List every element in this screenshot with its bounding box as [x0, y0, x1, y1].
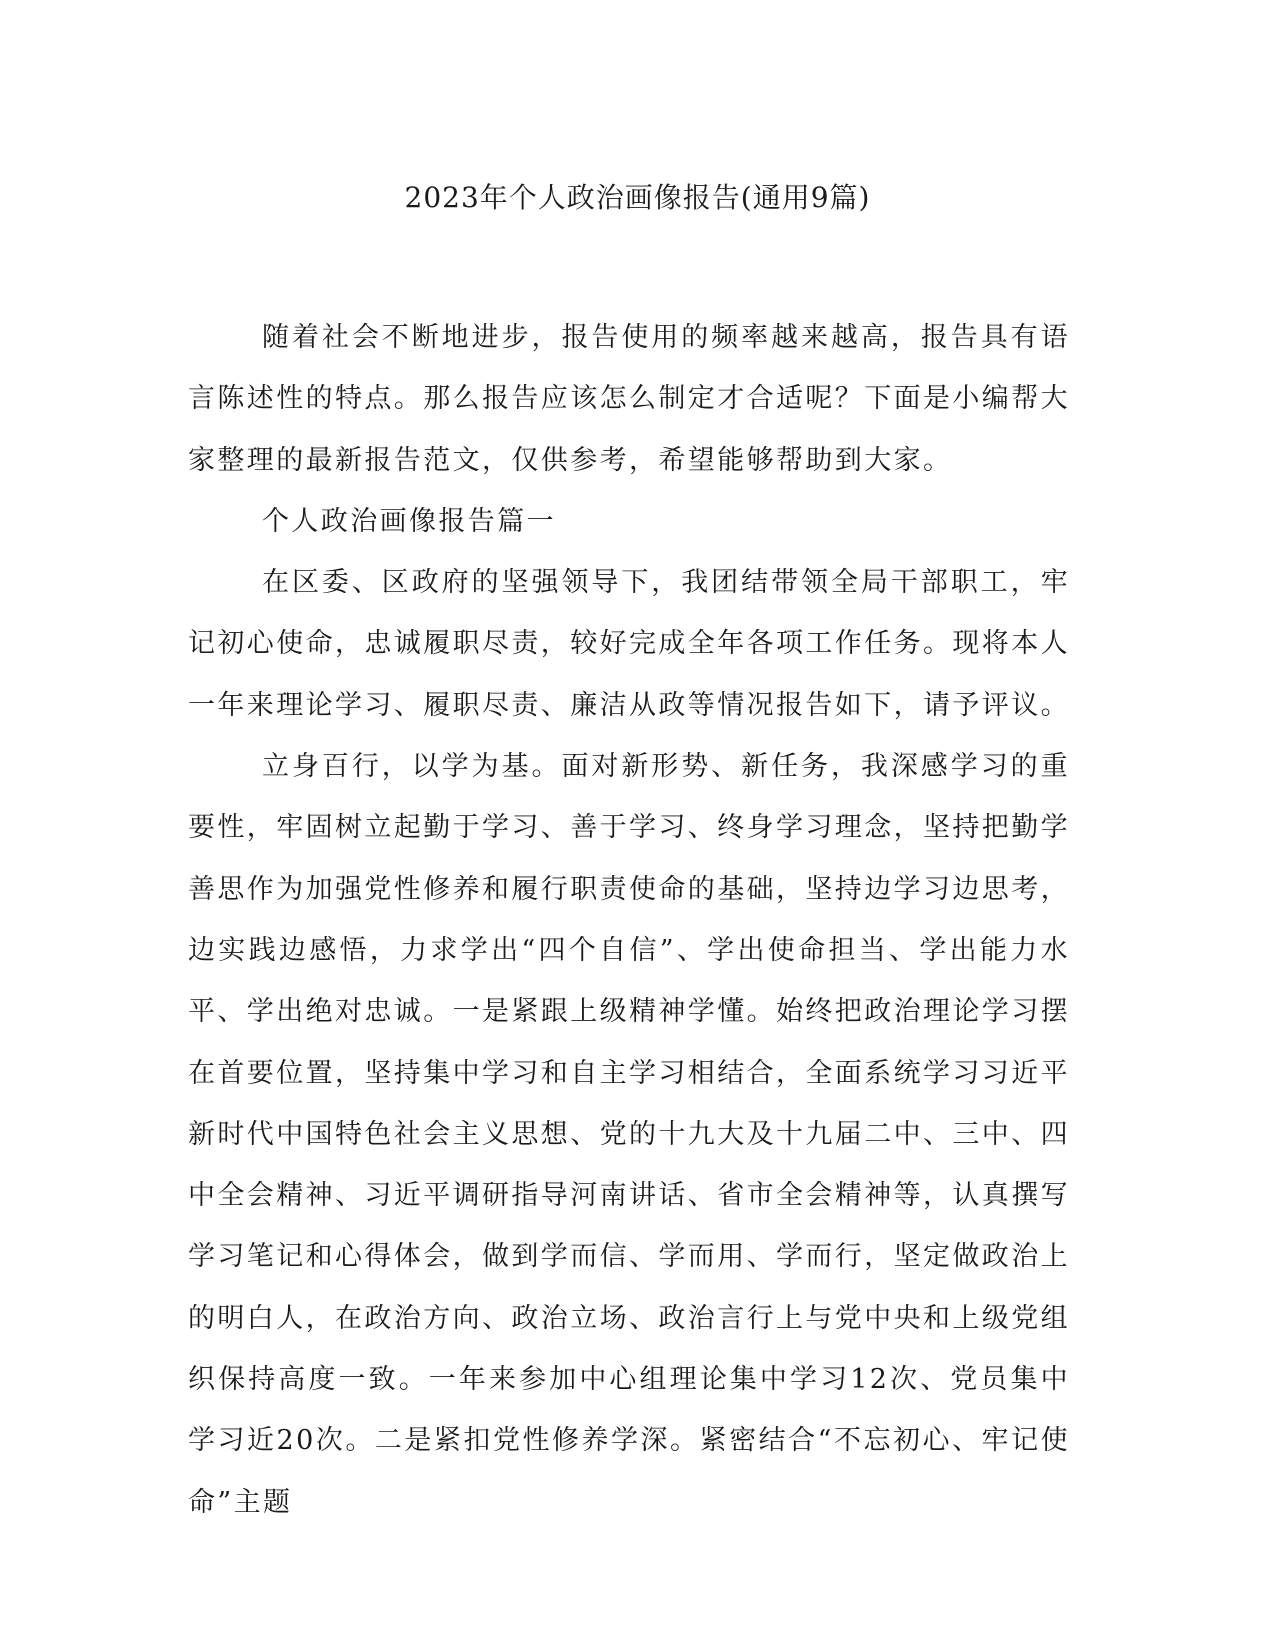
body-paragraph: 立身百行，以学为基。面对新形势、新任务，我深感学习的重要性，牢固树立起勤于学习、善于学习、终身学习理念，坚持把勤学善思作为加强党性修养和履行职责使命的基础，坚持边学习边思考，边实践边感悟，力求学出“四个自信”、学出使命担当、学出能力水平、学出绝对忠诚。一是紧跟上级精神学懂。始终把政治理论学习摆在首要位置，坚持集中学习和自主学习相结合，全面系统学习习近平新时代中国特色社会主义思想、党的十九大及十九届二中、三中、四中全会精神、习近平调研指导河南讲话、省市全会精神等，认真撰写学习笔记和心得体会，做到学而信、学而用、学而行，坚定做政治上的明白人，在政治方向、政治立场、政治言行上与党中央和上级党组织保持高度一致。一年来参加中心组理论集中学习12次、党员集中学习近20次。二是紧扣党性修养学深。紧密结合“不忘初心、牢记使命”主题 [188, 751, 1070, 1518]
document-body [188, 307, 1070, 1533]
section-heading: 个人政治画像报告篇一 [262, 505, 556, 537]
intro-paragraph: 随着社会不断地进步，报告使用的频率越来越高，报告具有语言陈述性的特点。那么报告应该怎么制定才合适呢？下面是小编帮大家整理的最新报告范文，仅供参考，希望能够帮助到大家。 [188, 322, 1070, 476]
document-title: 2023年个人政治画像报告(通用9篇) [404, 181, 871, 214]
body-paragraph: 在区委、区政府的坚强领导下，我团结带领全局干部职工，牢记初心使命，忠诚履职尽责，较好完成全年各项工作任务。现将本人一年来理论学习、履职尽责、廉洁从政等情况报告如下，请予评议。 [188, 567, 1070, 721]
